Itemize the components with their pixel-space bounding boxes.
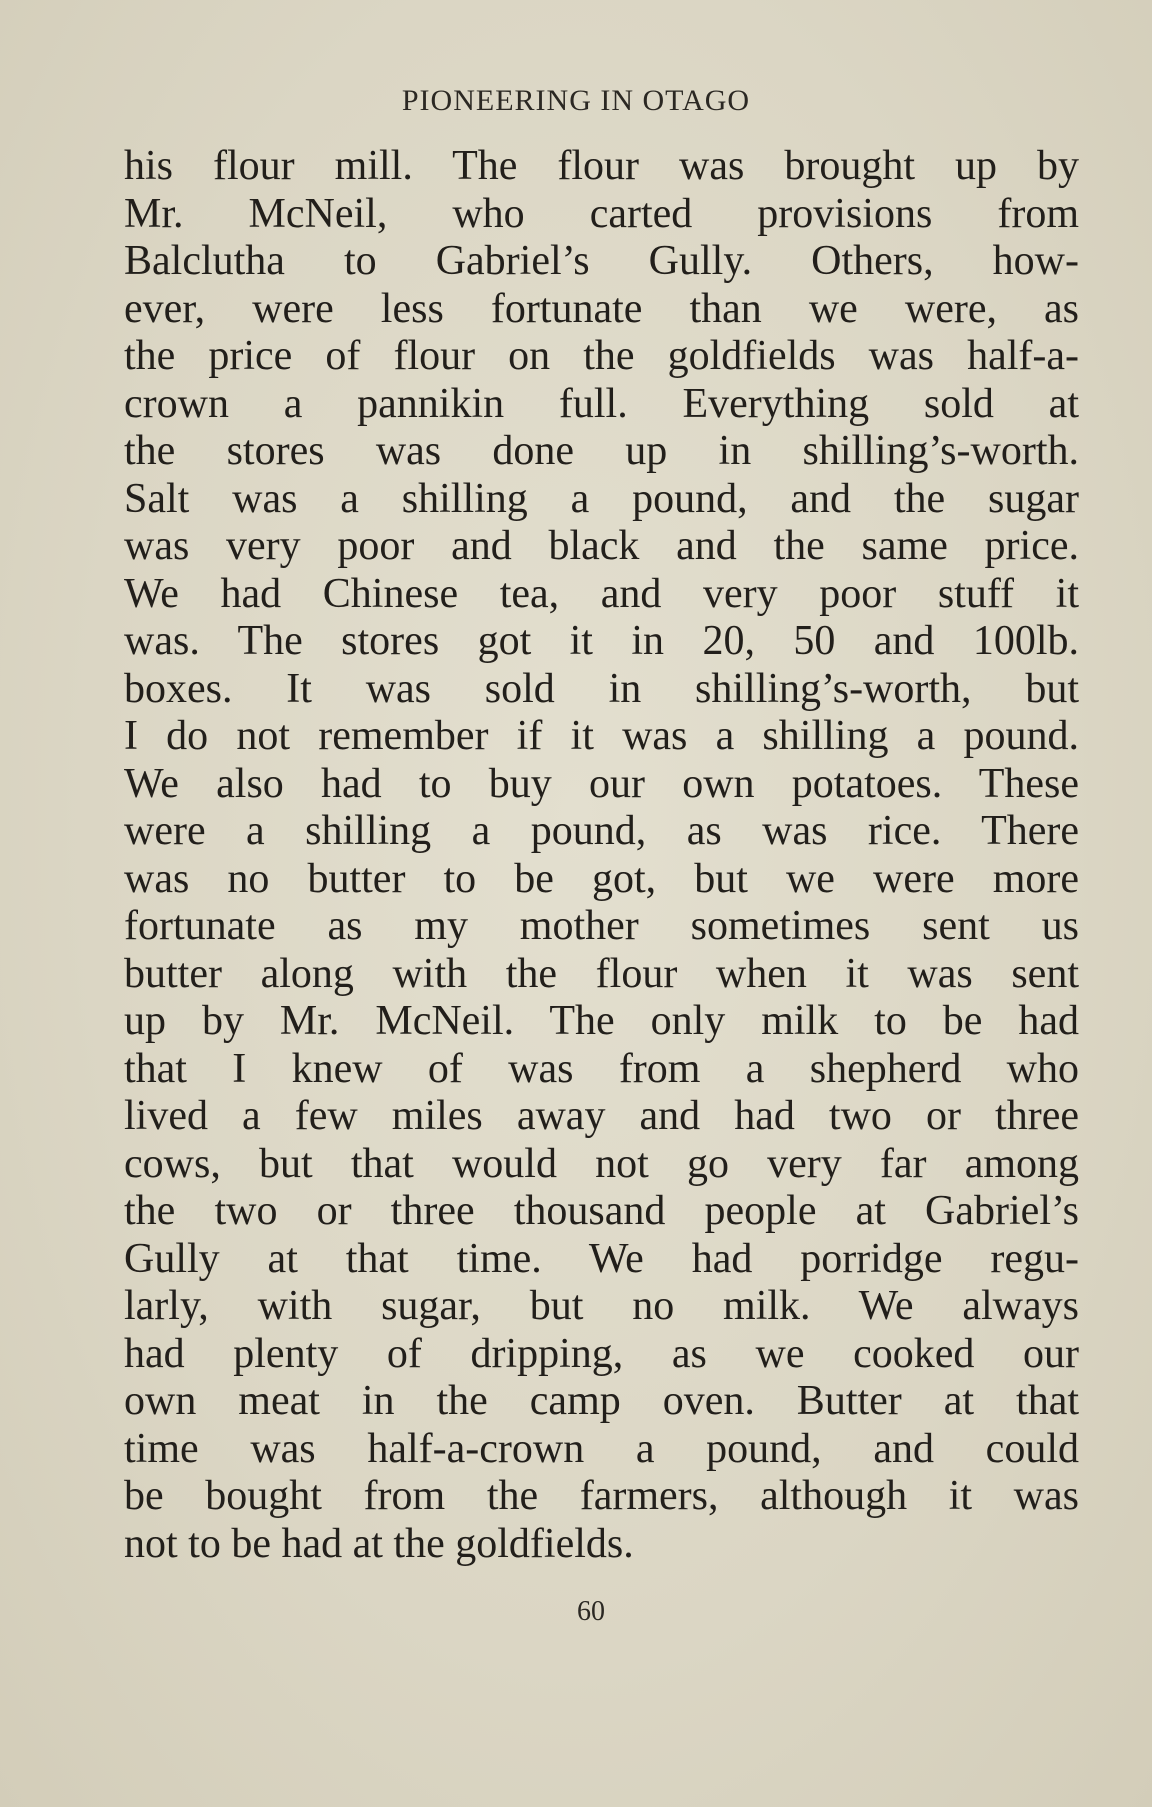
text-line: were a shilling a pound, as was rice. There: [124, 808, 1079, 854]
text-line: was very poor and black and the same price.: [124, 523, 1079, 569]
text-line: boxes. It was sold in shilling’s-worth, but: [124, 665, 1079, 712]
running-head: PIONEERING IN OTAGO: [401, 84, 751, 117]
text-line: was. The stores got it in 20, 50 and 100lb.: [124, 618, 1079, 664]
text-line: butter along with the flour when it was sent: [124, 950, 1079, 997]
text-line: larly, with sugar, but no milk. We always: [124, 1283, 1079, 1329]
text-line: ever, were less fortunate than we were, as: [124, 285, 1079, 332]
body-text: [124, 143, 1079, 1568]
page-number: 60: [577, 1596, 605, 1627]
text-line: fortunate as my mother sometimes sent us: [124, 903, 1079, 949]
text-line: Balclutha to Gabriel’s Gully. Others, how-: [124, 238, 1079, 284]
text-line: the two or three thousand people at Gabriel’s: [124, 1188, 1079, 1234]
text-line: I do not remember if it was a shilling a pound.: [124, 713, 1079, 759]
text-line: We had Chinese tea, and very poor stuff it: [124, 570, 1079, 617]
text-line: up by Mr. McNeil. The only milk to be had: [124, 998, 1079, 1044]
text-line: not to be had at the goldfields.: [124, 1520, 634, 1567]
text-line: We also had to buy our own potatoes. These: [124, 760, 1079, 807]
text-line: that I knew of was from a shepherd who: [124, 1045, 1079, 1092]
text-line: had plenty of dripping, as we cooked our: [124, 1330, 1079, 1377]
text-line: his flour mill. The flour was brought up by: [124, 143, 1079, 189]
text-line: was no butter to be got, but we were more: [124, 855, 1079, 902]
text-line: the stores was done up in shilling’s-worth.: [124, 428, 1079, 474]
text-line: lived a few miles away and had two or three: [124, 1093, 1079, 1139]
text-line: time was half-a-crown a pound, and could: [124, 1425, 1079, 1472]
text-line: the price of flour on the goldfields was half-a-: [124, 333, 1079, 379]
text-line: cows, but that would not go very far among: [124, 1140, 1079, 1187]
text-line: Mr. McNeil, who carted provisions from: [124, 190, 1079, 237]
text-line: Salt was a shilling a pound, and the sugar: [124, 475, 1079, 522]
text-line: own meat in the camp oven. Butter at that: [124, 1378, 1079, 1424]
text-line: crown a pannikin full. Everything sold at: [124, 380, 1079, 427]
text-line: be bought from the farmers, although it was: [124, 1473, 1079, 1519]
text-line: Gully at that time. We had porridge regu-: [124, 1235, 1079, 1282]
